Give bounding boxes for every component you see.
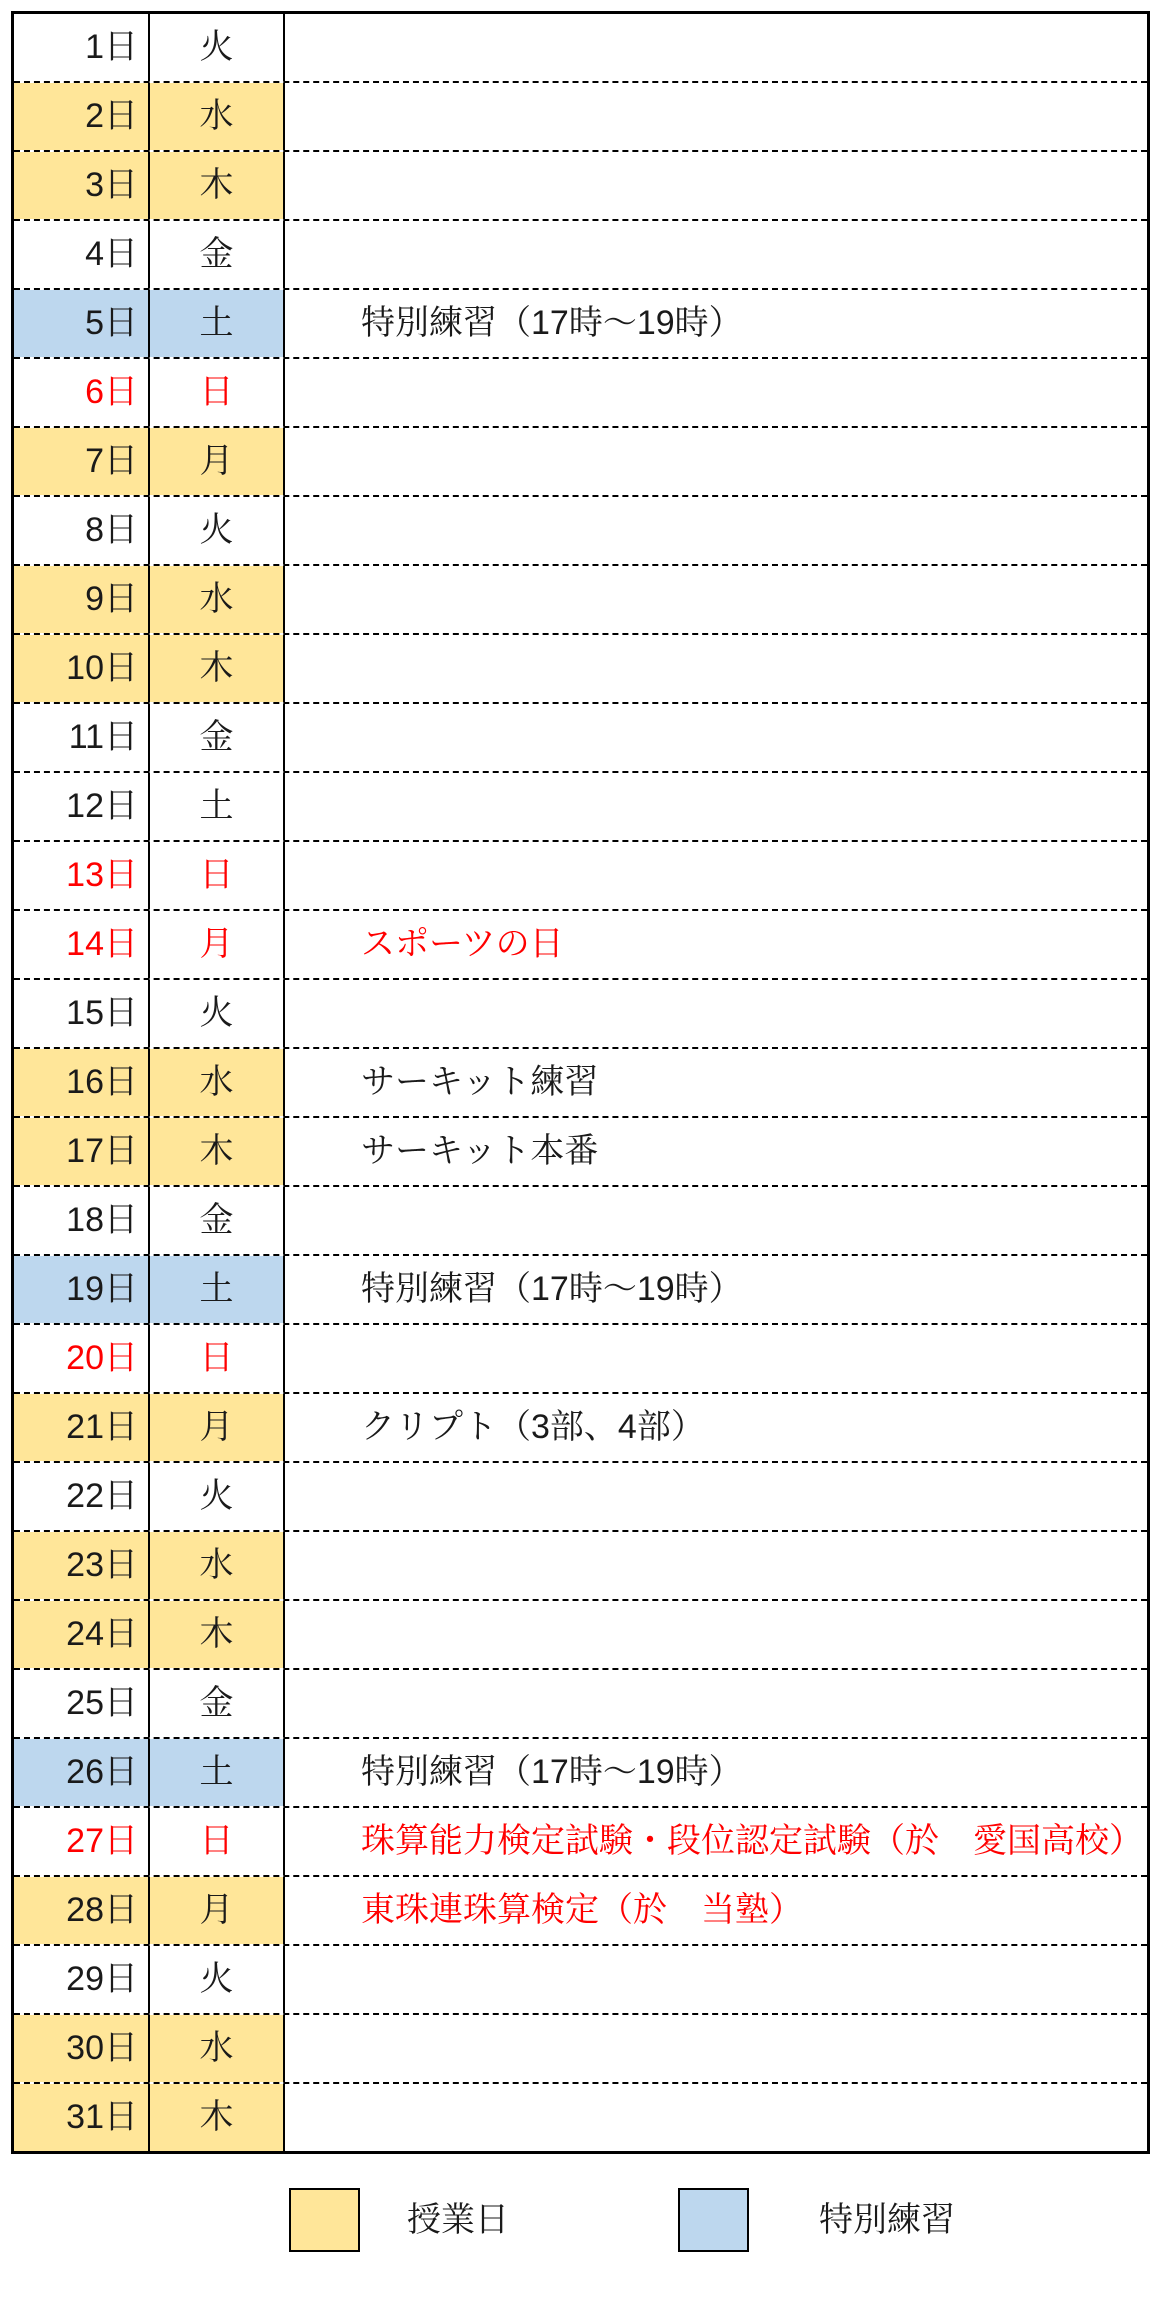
calendar-row <box>14 566 1147 635</box>
weekday-cell: 水 <box>150 566 285 633</box>
calendar-row <box>14 635 1147 704</box>
day-cell: 14日 <box>14 911 150 978</box>
calendar-row <box>14 980 1147 1049</box>
calendar-table <box>11 11 1150 2154</box>
calendar-row <box>14 773 1147 842</box>
weekday-cell: 木 <box>150 1118 285 1185</box>
legend-label-special-practice: 特別練習 <box>819 2201 955 2239</box>
day-cell: 12日 <box>14 773 150 840</box>
weekday-cell: 水 <box>150 1532 285 1599</box>
note-cell <box>285 1187 1147 1254</box>
calendar-row <box>14 290 1147 359</box>
calendar-row <box>14 2084 1147 2151</box>
calendar-row <box>14 1808 1147 1877</box>
note-cell <box>285 428 1147 495</box>
day-cell: 7日 <box>14 428 150 495</box>
legend-swatch-class-day <box>289 2188 360 2252</box>
calendar-row <box>14 1601 1147 1670</box>
note-cell <box>285 83 1147 150</box>
calendar-row <box>14 1532 1147 1601</box>
day-cell: 13日 <box>14 842 150 909</box>
calendar-row <box>14 1670 1147 1739</box>
weekday-cell: 木 <box>150 635 285 702</box>
note-cell <box>285 842 1147 909</box>
note-cell <box>285 980 1147 1047</box>
calendar-row <box>14 152 1147 221</box>
day-cell: 8日 <box>14 497 150 564</box>
day-cell: 15日 <box>14 980 150 1047</box>
day-cell: 26日 <box>14 1739 150 1806</box>
weekday-cell: 火 <box>150 1946 285 2013</box>
calendar-row <box>14 1463 1147 1532</box>
day-cell: 20日 <box>14 1325 150 1392</box>
note-cell: 特別練習（17時～19時） <box>285 1739 1147 1806</box>
calendar-row <box>14 1394 1147 1463</box>
calendar-row <box>14 1325 1147 1394</box>
calendar-row <box>14 1049 1147 1118</box>
day-cell: 30日 <box>14 2015 150 2082</box>
day-cell: 25日 <box>14 1670 150 1737</box>
calendar-row <box>14 842 1147 911</box>
day-cell: 23日 <box>14 1532 150 1599</box>
calendar-row <box>14 83 1147 152</box>
note-cell: 特別練習（17時～19時） <box>285 1256 1147 1323</box>
weekday-cell: 日 <box>150 1325 285 1392</box>
note-cell <box>285 497 1147 564</box>
weekday-cell: 月 <box>150 1394 285 1461</box>
weekday-cell: 土 <box>150 773 285 840</box>
weekday-cell: 水 <box>150 83 285 150</box>
note-cell <box>285 14 1147 81</box>
note-cell <box>285 704 1147 771</box>
weekday-cell: 土 <box>150 1739 285 1806</box>
weekday-cell: 火 <box>150 980 285 1047</box>
day-cell: 9日 <box>14 566 150 633</box>
day-cell: 5日 <box>14 290 150 357</box>
weekday-cell: 土 <box>150 1256 285 1323</box>
calendar-row <box>14 704 1147 773</box>
calendar-row <box>14 428 1147 497</box>
note-cell <box>285 566 1147 633</box>
note-cell <box>285 1325 1147 1392</box>
note-cell <box>285 1463 1147 1530</box>
calendar-row <box>14 1118 1147 1187</box>
weekday-cell: 木 <box>150 152 285 219</box>
day-cell: 6日 <box>14 359 150 426</box>
note-cell <box>285 152 1147 219</box>
note-cell: サーキット本番 <box>285 1118 1147 1185</box>
day-cell: 21日 <box>14 1394 150 1461</box>
weekday-cell: 金 <box>150 1187 285 1254</box>
weekday-cell: 日 <box>150 359 285 426</box>
day-cell: 16日 <box>14 1049 150 1116</box>
note-cell <box>285 2015 1147 2082</box>
note-cell: スポーツの日 <box>285 911 1147 978</box>
note-cell <box>285 1670 1147 1737</box>
calendar-row <box>14 2015 1147 2084</box>
note-cell <box>285 1601 1147 1668</box>
weekday-cell: 火 <box>150 1463 285 1530</box>
day-cell: 27日 <box>14 1808 150 1875</box>
calendar-row <box>14 1946 1147 2015</box>
note-cell <box>285 221 1147 288</box>
weekday-cell: 金 <box>150 704 285 771</box>
day-cell: 4日 <box>14 221 150 288</box>
calendar-row <box>14 1877 1147 1946</box>
weekday-cell: 金 <box>150 221 285 288</box>
weekday-cell: 日 <box>150 1808 285 1875</box>
legend-swatch-special-practice <box>678 2188 749 2252</box>
weekday-cell: 火 <box>150 497 285 564</box>
day-cell: 2日 <box>14 83 150 150</box>
note-cell: 特別練習（17時～19時） <box>285 290 1147 357</box>
note-cell: クリプト（3部、4部） <box>285 1394 1147 1461</box>
calendar-row <box>14 1256 1147 1325</box>
calendar-row <box>14 14 1147 83</box>
day-cell: 29日 <box>14 1946 150 2013</box>
day-cell: 19日 <box>14 1256 150 1323</box>
note-cell <box>285 1946 1147 2013</box>
note-cell <box>285 2084 1147 2151</box>
day-cell: 22日 <box>14 1463 150 1530</box>
calendar-row <box>14 221 1147 290</box>
day-cell: 3日 <box>14 152 150 219</box>
calendar-row <box>14 359 1147 428</box>
day-cell: 10日 <box>14 635 150 702</box>
day-cell: 28日 <box>14 1877 150 1944</box>
note-cell: サーキット練習 <box>285 1049 1147 1116</box>
note-cell: 珠算能力検定試験・段位認定試験（於 愛国高校） <box>285 1808 1147 1875</box>
weekday-cell: 金 <box>150 1670 285 1737</box>
day-cell: 18日 <box>14 1187 150 1254</box>
note-cell <box>285 773 1147 840</box>
note-cell <box>285 1532 1147 1599</box>
weekday-cell: 木 <box>150 1601 285 1668</box>
day-cell: 31日 <box>14 2084 150 2151</box>
legend-label-class-day: 授業日 <box>407 2201 509 2239</box>
weekday-cell: 木 <box>150 2084 285 2151</box>
weekday-cell: 水 <box>150 1049 285 1116</box>
weekday-cell: 月 <box>150 911 285 978</box>
note-cell <box>285 359 1147 426</box>
weekday-cell: 月 <box>150 428 285 495</box>
weekday-cell: 月 <box>150 1877 285 1944</box>
calendar-row <box>14 1187 1147 1256</box>
weekday-cell: 火 <box>150 14 285 81</box>
day-cell: 17日 <box>14 1118 150 1185</box>
day-cell: 11日 <box>14 704 150 771</box>
weekday-cell: 日 <box>150 842 285 909</box>
calendar-row <box>14 911 1147 980</box>
day-cell: 1日 <box>14 14 150 81</box>
calendar-row <box>14 497 1147 566</box>
weekday-cell: 水 <box>150 2015 285 2082</box>
day-cell: 24日 <box>14 1601 150 1668</box>
weekday-cell: 土 <box>150 290 285 357</box>
note-cell: 東珠連珠算検定（於 当塾） <box>285 1877 1147 1944</box>
note-cell <box>285 635 1147 702</box>
calendar-row <box>14 1739 1147 1808</box>
